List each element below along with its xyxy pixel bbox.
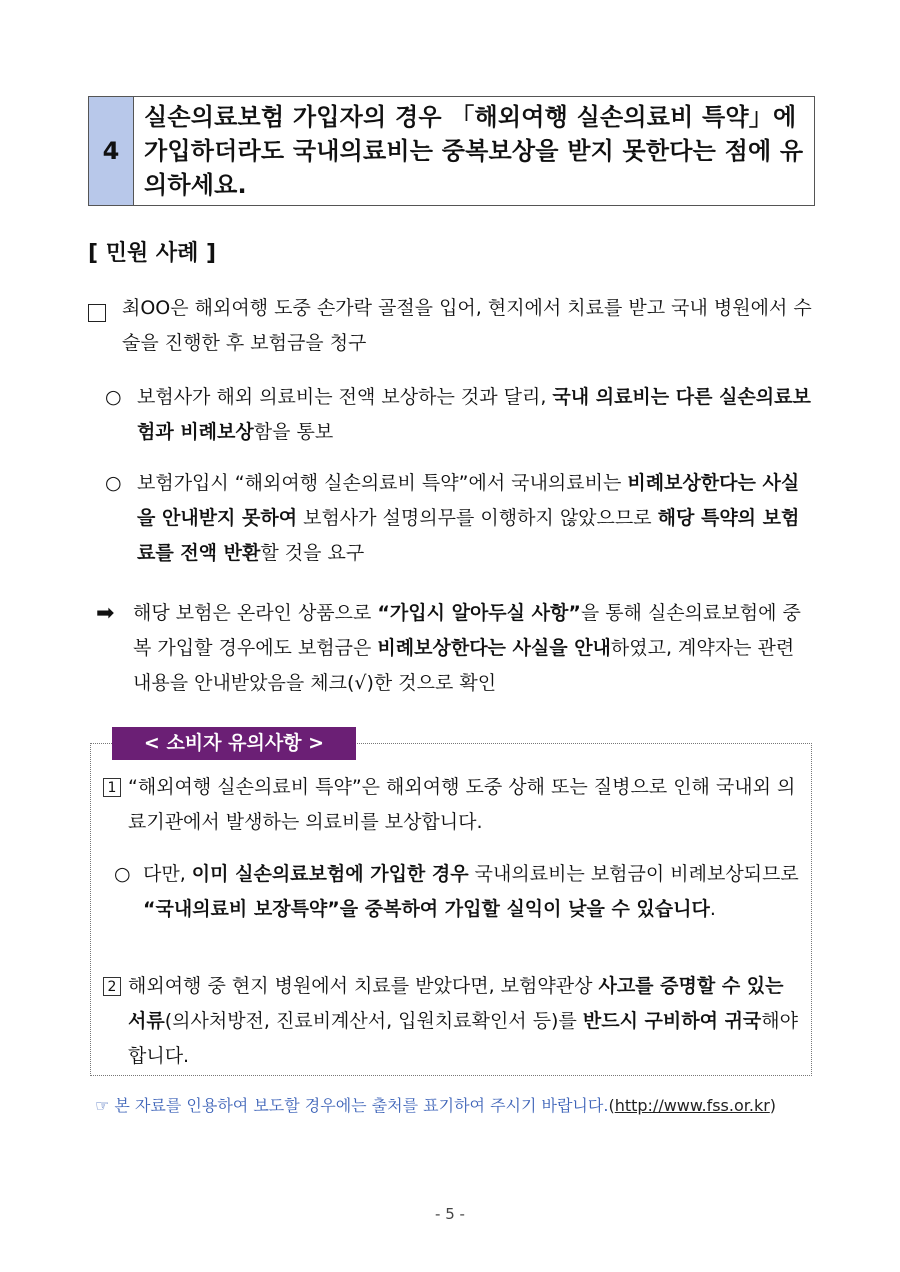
case-bullet-1: 보험사가 해외 의료비는 전액 보상하는 것과 달리, 국내 의료비는 다른 실손의료보험과 비례보상함을 통보 — [137, 386, 811, 443]
checkbox-square-icon — [88, 304, 106, 322]
item-number-1: 1 — [103, 778, 121, 797]
circle-bullet-icon: ○ — [114, 863, 131, 885]
notice-item-2: 해외여행 중 현지 병원에서 치료를 받았다면, 보험약관상 사고를 증명할 수 있는 서류(의사처방전, 진료비계산서, 입원치료확인서 등)를 반드시 구비하여 귀국해야 합니다. — [128, 975, 799, 1067]
arrow-right-icon: ➡ — [96, 601, 115, 626]
case-result: 해당 보험은 온라인 상품으로 “가입시 알아두실 사항”을 통해 실손의료보험에 중복 가입할 경우에도 보험금은 비례보상한다는 사실을 안내하였고, 계약자는 관련 내용을 안내받았음을 체크(√)한 것으로 확인 — [133, 602, 801, 694]
case-heading: [ 민원 사례 ] — [88, 241, 217, 266]
citation-note: ☞ 본 자료를 인용하여 보도할 경우에는 출처를 표기하여 주시기 바랍니다.(http://www.fss.or.kr) — [95, 1096, 777, 1115]
section-title: 실손의료보험 가입자의 경우 「해외여행 실손의료비 특약」에 가입하더라도 국내의료비는 중복보상을 받지 못한다는 점에 유의하세요. — [144, 103, 804, 199]
page-number: - 5 - — [435, 1205, 465, 1223]
complaint-text: 최OO은 해외여행 도중 손가락 골절을 입어, 현지에서 치료를 받고 국내 병원에서 수술을 진행한 후 보험금을 청구 — [122, 297, 812, 354]
notice-item-1-sub: 다만, 이미 실손의료보험에 가입한 경우 국내의료비는 보험금이 비례보상되므로 “국내의료비 보장특약”을 중복하여 가입할 실익이 낮을 수 있습니다. — [143, 863, 799, 920]
citation-text: ☞ 본 자료를 인용하여 보도할 경우에는 출처를 표기하여 주시기 바랍니다. — [95, 1096, 609, 1115]
item-number-2: 2 — [103, 977, 121, 996]
case-bullet-2: 보험가입시 “해외여행 실손의료비 특약”에서 국내의료비는 비례보상한다는 사실을 안내받지 못하여 보험사가 설명의무를 이행하지 않았으므로 해당 특약의 보험료를 전액 반환할 것을 요구 — [137, 472, 800, 564]
circle-bullet-icon: ○ — [105, 386, 122, 408]
section-number: 4 — [89, 97, 134, 205]
consumer-notice-tab: < 소비자 유의사항 > — [112, 727, 356, 760]
notice-item-1: “해외여행 실손의료비 특약”은 해외여행 도중 상해 또는 질병으로 인해 국내외 의료기관에서 발생하는 의료비를 보상합니다. — [128, 776, 796, 833]
section-header — [88, 96, 815, 206]
fss-link[interactable]: http://www.fss.or.kr — [614, 1096, 770, 1115]
circle-bullet-icon: ○ — [105, 472, 122, 494]
